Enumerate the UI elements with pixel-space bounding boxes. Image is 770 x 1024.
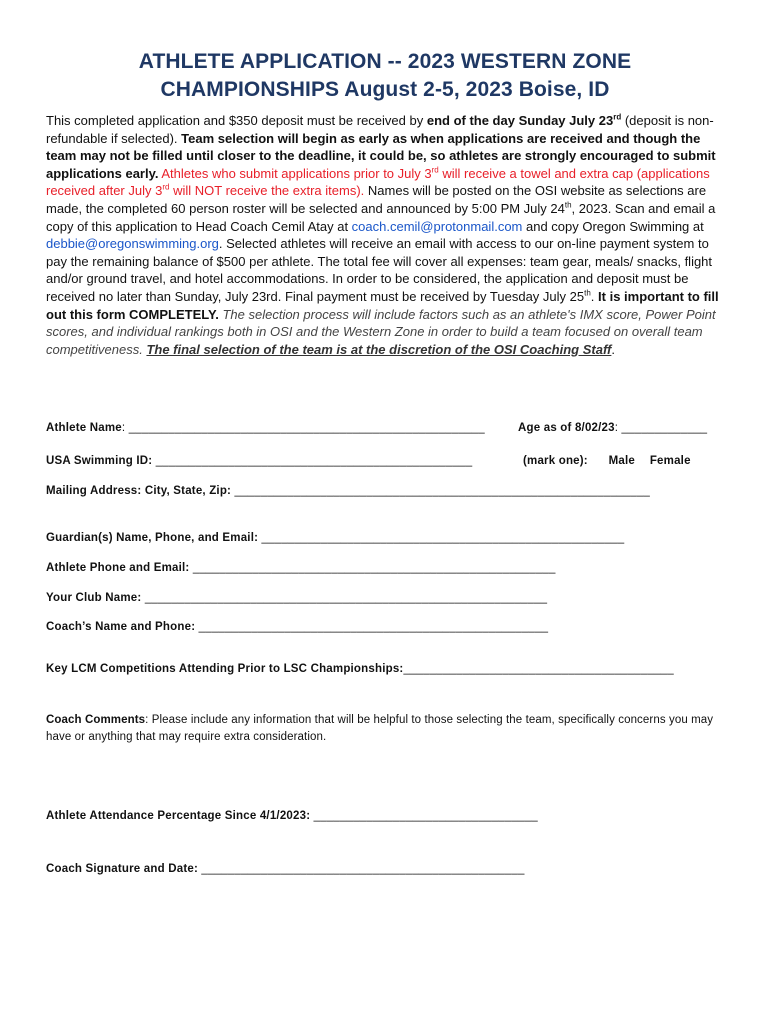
- athlete-name-row: [46, 421, 485, 435]
- usa-swimming-id-field[interactable]: ________________________________________________: [155, 455, 473, 467]
- intro-text: .: [611, 341, 616, 357]
- lcm-competitions-row: [46, 662, 674, 676]
- early-bonus-suffix: rd: [162, 183, 170, 193]
- oregon-swimming-email-link[interactable]: debbie@oregonswimming.org: [46, 236, 219, 252]
- intro-text: .: [590, 288, 599, 304]
- attendance-row: [46, 809, 538, 823]
- deadline-suffix: rd: [613, 112, 622, 122]
- coach-email-link[interactable]: coach.cemil@protonmail.com: [351, 218, 523, 234]
- title-line-1: ATHLETE APPLICATION -- 2023 WESTERN ZONE: [138, 50, 632, 73]
- mailing-address-label: Mailing Address: [46, 485, 138, 497]
- athlete-phone-label: Athlete Phone and Email:: [46, 562, 193, 574]
- usa-swimming-row: [46, 454, 472, 468]
- early-bonus-suffix: rd: [431, 165, 439, 175]
- athlete-phone-field[interactable]: _______________________________________________________: [192, 562, 556, 574]
- intro-text: . Selected athletes will receive an email with access to our on-line payment system to pay the remaining balance of $500 per athlete. The total fee will cover all expenses: team gear, meals/ snacks, flight and/or ground travel, and hotel accommodations. In order to be considered, the application and deposit must be received no later than Sunday, July 23rd. Final payment must be received by Tuesday July 25: [46, 236, 713, 304]
- title-line-2: CHAMPIONSHIPS August 2-5, 2023 Boise, ID: [160, 78, 610, 101]
- athlete-phone-row: [46, 561, 556, 575]
- intro-text: and copy Oregon Swimming at: [522, 218, 704, 234]
- age-label: Age as of 8/02/23: [518, 422, 615, 434]
- mailing-address-field[interactable]: _______________________________________________________________: [234, 485, 651, 497]
- complete-form-notice: It is important to fill out this form COMPLETELY.: [46, 288, 719, 322]
- attendance-field[interactable]: __________________________________: [313, 810, 538, 822]
- coach-comments-block[interactable]: [46, 712, 726, 746]
- coach-signature-label: Coach Signature and Date:: [46, 863, 202, 875]
- early-bonus-text: Athletes who submit applications prior to July 3: [158, 165, 432, 181]
- usa-swimming-label: USA Swimming ID:: [46, 455, 156, 467]
- attendance-label: Athlete Attendance Percentage Since 4/1/2023:: [46, 810, 314, 822]
- date-suffix: th: [584, 288, 591, 298]
- instructions-paragraph: [46, 112, 726, 358]
- lcm-competitions-label: Key LCM Competitions Attending Prior to LSC Championships:: [46, 663, 404, 675]
- club-name-row: [46, 591, 547, 605]
- gender-option-female[interactable]: Female: [649, 455, 691, 467]
- intro-text: Names will be posted on the OSI website as selections are made, the completed 60 person roster will be selected and announced by 5:00 PM July 24: [46, 183, 707, 216]
- athlete-name-field[interactable]: ______________________________________________________: [128, 422, 485, 434]
- mark-one-label: (mark one):: [523, 455, 588, 467]
- gender-option-male[interactable]: Male: [608, 455, 636, 467]
- guardian-label: Guardian(s) Name, Phone, and Email:: [46, 532, 262, 544]
- age-field[interactable]: _____________: [621, 422, 708, 434]
- age-row: [518, 421, 707, 435]
- early-bonus-text: will NOT receive the extra items).: [169, 183, 365, 199]
- gender-row: [523, 454, 691, 468]
- coach-signature-field[interactable]: _________________________________________________: [201, 863, 525, 875]
- mailing-address-sublabel: : City, State, Zip:: [137, 485, 235, 497]
- deadline-text: end of the day Sunday July 23: [426, 113, 614, 128]
- coach-name-row: [46, 620, 548, 634]
- intro-text: , 2023. Scan and email a copy of this application to Head Coach Cemil Atay at: [46, 200, 716, 234]
- intro-text: (deposit is non-refundable if selected).: [46, 113, 714, 146]
- coach-name-label: Coach’s Name and Phone:: [46, 621, 199, 633]
- coach-name-field[interactable]: _____________________________________________________: [198, 621, 549, 633]
- page-title: [40, 48, 730, 104]
- club-name-label: Your Club Name:: [46, 592, 145, 604]
- final-selection-text: The final selection of the team is at the discretion of the OSI Coaching Staff: [146, 341, 612, 357]
- guardian-row: [46, 531, 624, 545]
- coach-comments-label: Coach Comments: [46, 714, 146, 726]
- athlete-name-colon: :: [121, 422, 129, 434]
- selection-process-text: The selection process will include factors such as an athlete's IMX score, Power Point scores, and individual rankings both in OSI and the Western Zone in order to build a team focused on overall team competitiveness.: [46, 306, 716, 357]
- selection-notice: Team selection will begin as early as when applications are received and though the team may not be filled until closer to the deadline, it could be, so athletes are strongly encouraged to submit applications early.: [46, 130, 716, 181]
- age-colon: :: [614, 422, 622, 434]
- guardian-field[interactable]: _______________________________________________________: [261, 532, 625, 544]
- date-suffix: th: [564, 200, 572, 210]
- club-name-field[interactable]: _____________________________________________________________: [144, 592, 548, 604]
- coach-signature-row: [46, 862, 525, 876]
- intro-text: This completed application and $350 deposit must be received by: [46, 113, 427, 128]
- coach-comments-instructions: : Please include any information that will be helpful to those selecting the team, specifically concerns you may have or anything that may require extra consideration.: [46, 714, 714, 743]
- early-bonus-text: will receive a towel and extra cap (applications received after July 3: [46, 165, 710, 199]
- lcm-competitions-field[interactable]: _________________________________________: [403, 663, 674, 675]
- mailing-address-row: [46, 484, 650, 498]
- athlete-name-label: Athlete Name: [46, 422, 122, 434]
